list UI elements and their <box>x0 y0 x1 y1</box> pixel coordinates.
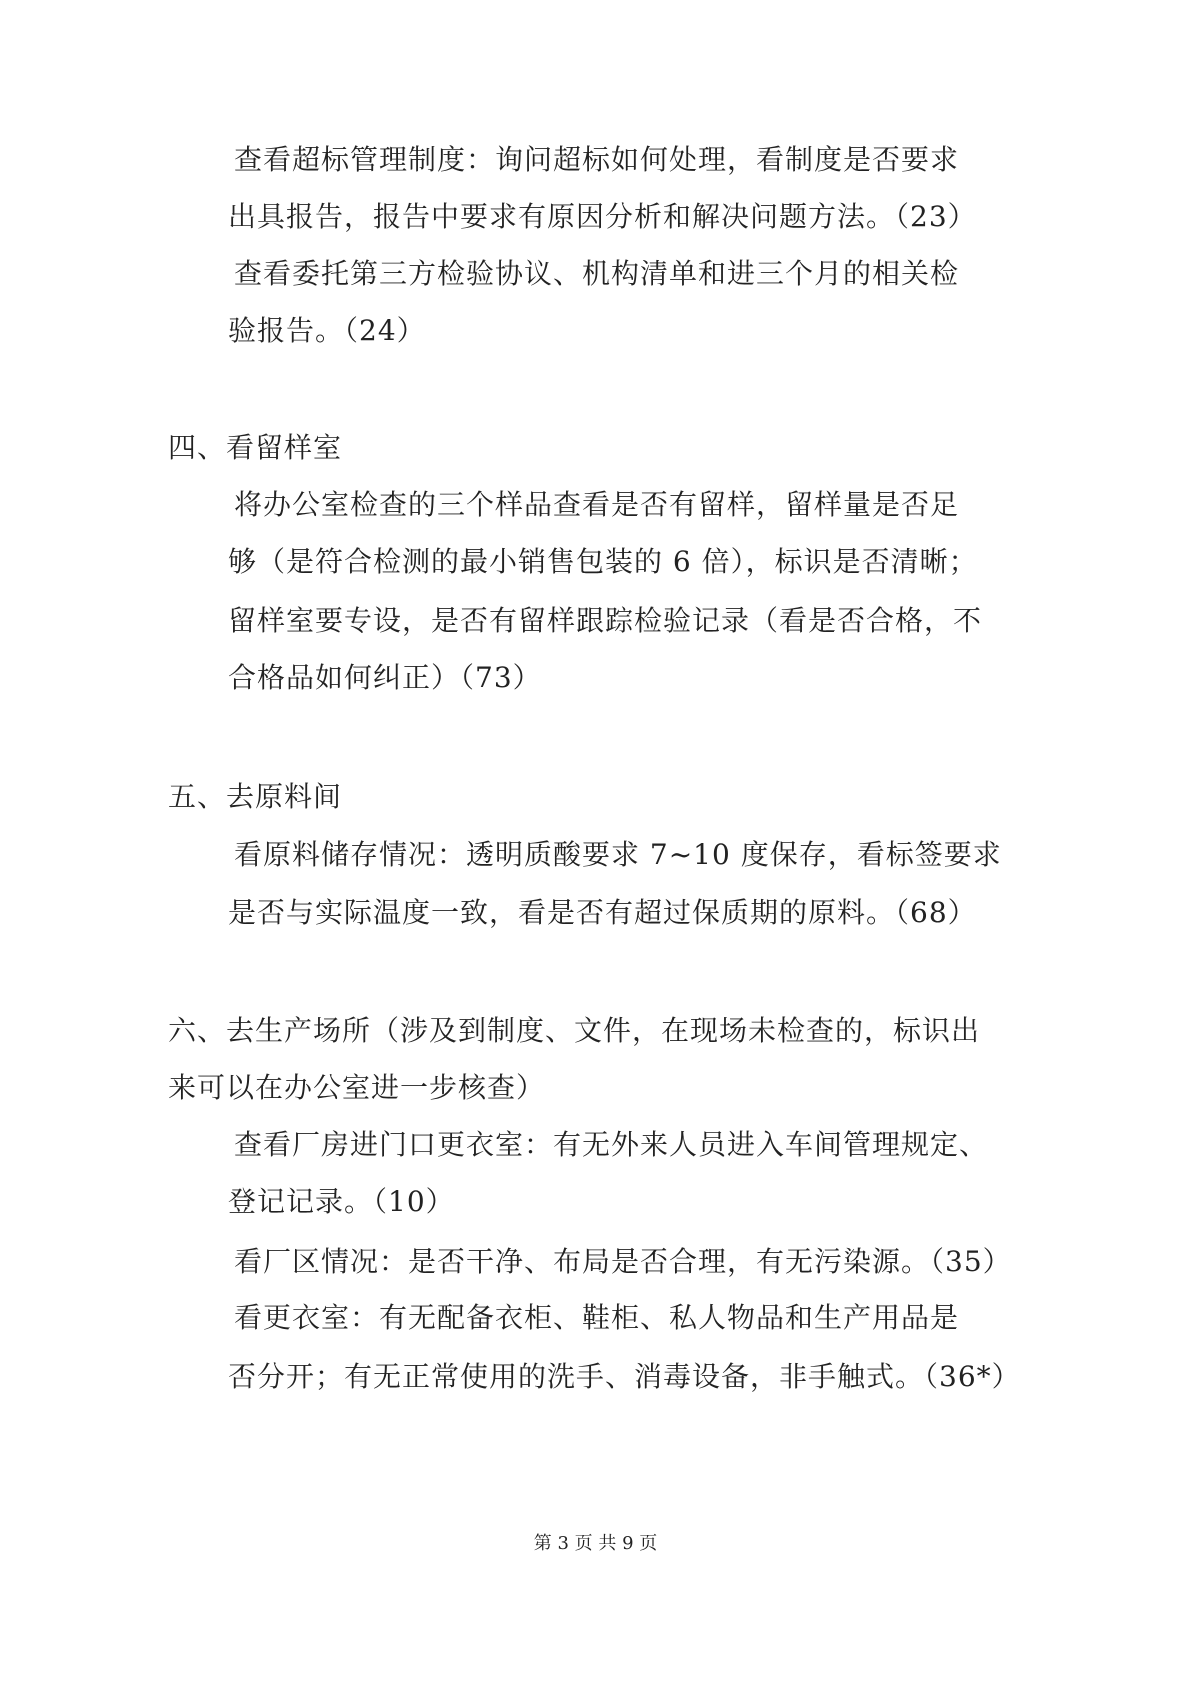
page-number-footer: 第 3 页 共 9 页 <box>533 1533 658 1554</box>
paragraph-line: 将办公室检查的三个样品查看是否有留样，留样量是否足 <box>234 488 960 521</box>
paragraph-line: 是否与实际温度一致，看是否有超过保质期的原料。（68） <box>228 896 977 929</box>
paragraph-line: 查看超标管理制度：询问超标如何处理，看制度是否要求 <box>234 143 960 176</box>
section-heading: 来可以在办公室进一步核查） <box>168 1071 546 1104</box>
paragraph-line: 看厂区情况：是否干净、布局是否合理，有无污染源。（35） <box>234 1245 1012 1278</box>
section-heading: 六、去生产场所（涉及到制度、文件，在现场未检查的，标识出 <box>168 1014 981 1047</box>
paragraph-line: 验报告。（24） <box>228 314 426 347</box>
paragraph-line: 够（是符合检测的最小销售包装的 6 倍），标识是否清晰； <box>228 545 978 578</box>
paragraph-line: 查看厂房进门口更衣室：有无外来人员进入车间管理规定、 <box>234 1128 989 1161</box>
paragraph-line: 出具报告，报告中要求有原因分析和解决问题方法。（23） <box>228 200 977 233</box>
paragraph-line: 查看委托第三方检验协议、机构清单和进三个月的相关检 <box>234 257 960 290</box>
paragraph-line: 留样室要专设，是否有留样跟踪检验记录（看是否合格，不 <box>228 604 983 637</box>
section-heading: 五、去原料间 <box>168 780 343 813</box>
paragraph-line: 否分开；有无正常使用的洗手、消毒设备，非手触式。（36*） <box>228 1360 1021 1393</box>
paragraph-line: 看更衣室：有无配备衣柜、鞋柜、私人物品和生产用品是 <box>234 1301 960 1334</box>
paragraph-line: 合格品如何纠正）（73） <box>228 661 542 694</box>
section-heading: 四、看留样室 <box>168 431 343 464</box>
paragraph-line: 看原料储存情况：透明质酸要求 7~10 度保存，看标签要求 <box>234 838 1002 871</box>
paragraph-line: 登记记录。（10） <box>228 1185 455 1218</box>
